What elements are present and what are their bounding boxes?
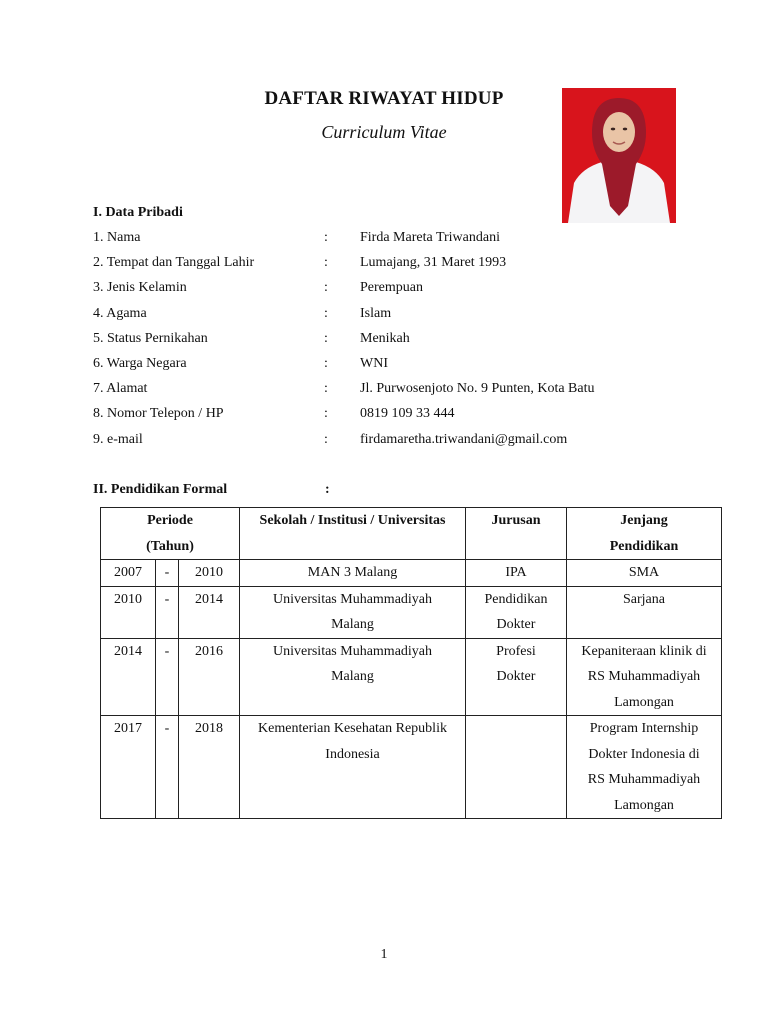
level-cell bbox=[567, 586, 722, 638]
page-number: 1 bbox=[380, 947, 388, 962]
field-label: 4. Agama bbox=[93, 305, 147, 321]
education-row bbox=[101, 638, 722, 716]
document-title: DAFTAR RIWAYAT HIDUP bbox=[264, 88, 504, 109]
school-cell-line: Universitas Muhammadiyah bbox=[272, 643, 433, 659]
field-value: Islam bbox=[360, 305, 392, 321]
period-start-cell: 2010 bbox=[101, 586, 156, 638]
field-separator: : bbox=[324, 431, 328, 447]
personal-data-heading: I. Data Pribadi bbox=[93, 205, 183, 220]
field-label: 6. Warga Negara bbox=[93, 356, 187, 371]
school-cell bbox=[240, 716, 466, 819]
level-cell-line: SMA bbox=[628, 565, 660, 580]
period-dash-cell: - bbox=[156, 560, 179, 587]
period-end-cell: 2010 bbox=[179, 560, 240, 587]
school-cell-line: Kementerian Kesehatan Republik bbox=[258, 721, 447, 736]
personal-data-row bbox=[93, 230, 653, 252]
period-start-cell: 2007 bbox=[101, 560, 156, 587]
period-dash-cell: - bbox=[156, 716, 179, 819]
education-heading-colon: : bbox=[325, 482, 330, 497]
field-separator: : bbox=[324, 280, 328, 296]
period-end-cell: 2018 bbox=[179, 716, 240, 819]
major-cell bbox=[466, 638, 567, 716]
period-dash-cell: - bbox=[156, 586, 179, 638]
field-separator: : bbox=[324, 255, 328, 271]
major-cell bbox=[466, 586, 567, 638]
school-cell-line: Universitas Muhammadiyah bbox=[272, 591, 433, 607]
period-column-header bbox=[101, 508, 240, 560]
major-cell-line: IPA bbox=[505, 565, 527, 580]
major-cell-line: Dokter bbox=[496, 617, 536, 632]
school-cell-line: MAN 3 Malang bbox=[307, 565, 398, 580]
school-cell-line: Malang bbox=[331, 617, 374, 632]
level-header-line1: Jenjang bbox=[620, 513, 668, 528]
field-separator: : bbox=[324, 381, 328, 397]
field-value: Perempuan bbox=[360, 280, 423, 296]
major-cell bbox=[466, 560, 567, 587]
field-value: Firda Mareta Triwandani bbox=[360, 230, 500, 245]
field-separator: : bbox=[324, 230, 328, 245]
education-table bbox=[100, 507, 722, 819]
profile-photo bbox=[562, 88, 676, 223]
school-cell-line: Indonesia bbox=[325, 746, 380, 762]
major-cell-line: Profesi bbox=[496, 643, 536, 659]
level-cell-line: Lamongan bbox=[614, 694, 674, 710]
level-cell bbox=[567, 560, 722, 587]
major-cell-line: Pendidikan bbox=[484, 591, 548, 607]
period-end-cell: 2014 bbox=[179, 586, 240, 638]
field-label: 2. Tempat dan Tanggal Lahir bbox=[93, 255, 255, 271]
document-subtitle: Curriculum Vitae bbox=[321, 122, 447, 142]
major-column-header: Jurusan bbox=[466, 508, 567, 560]
level-column-header bbox=[567, 508, 722, 560]
field-label: 8. Nomor Telepon / HP bbox=[93, 406, 224, 422]
period-header-line1: Periode bbox=[147, 513, 193, 528]
level-cell-line: Dokter Indonesia di bbox=[588, 746, 700, 762]
school-cell bbox=[240, 560, 466, 587]
level-cell-line: Sarjana bbox=[623, 591, 665, 607]
field-label: 1. Nama bbox=[93, 230, 141, 245]
personal-data-row bbox=[93, 280, 653, 302]
personal-data-row bbox=[93, 432, 653, 454]
field-label: 7. Alamat bbox=[93, 381, 148, 397]
field-label: 3. Jenis Kelamin bbox=[93, 280, 187, 296]
school-cell bbox=[240, 586, 466, 638]
personal-data-row bbox=[93, 255, 653, 277]
education-row bbox=[101, 716, 722, 819]
level-cell-line: Lamongan bbox=[614, 797, 674, 813]
level-cell-line: RS Muhammadiyah bbox=[587, 772, 701, 787]
field-value: 0819 109 33 444 bbox=[360, 406, 455, 422]
education-row bbox=[101, 560, 722, 587]
period-dash-cell: - bbox=[156, 638, 179, 716]
field-separator: : bbox=[324, 330, 328, 346]
period-end-cell: 2016 bbox=[179, 638, 240, 716]
field-label: 9. e-mail bbox=[93, 431, 143, 447]
field-value: WNI bbox=[360, 356, 388, 371]
education-table-body bbox=[101, 560, 722, 819]
personal-data-row bbox=[93, 381, 653, 403]
level-cell-line: RS Muhammadiyah bbox=[587, 669, 701, 684]
education-row bbox=[101, 586, 722, 638]
personal-data-row bbox=[93, 306, 653, 328]
major-cell bbox=[466, 716, 567, 819]
education-table-header bbox=[101, 508, 722, 560]
personal-data-row bbox=[93, 331, 653, 353]
level-cell bbox=[567, 638, 722, 716]
field-separator: : bbox=[324, 305, 328, 321]
period-header-line2: (Tahun) bbox=[146, 538, 194, 554]
field-value: Jl. Purwosenjoto No. 9 Punten, Kota Batu bbox=[360, 381, 595, 397]
school-cell-line: Malang bbox=[331, 669, 374, 684]
period-start-cell: 2014 bbox=[101, 638, 156, 716]
major-cell-line: Dokter bbox=[496, 669, 536, 684]
personal-data-row bbox=[93, 406, 653, 428]
level-header-line2: Pendidikan bbox=[609, 538, 679, 554]
field-separator: : bbox=[324, 406, 328, 422]
field-value: firdamaretha.triwandani@gmail.com bbox=[360, 431, 568, 447]
level-cell-line: Kepaniteraan klinik di bbox=[581, 643, 707, 659]
level-cell-line: Program Internship bbox=[589, 721, 699, 736]
personal-data-row bbox=[93, 356, 653, 378]
school-cell bbox=[240, 638, 466, 716]
field-value: Lumajang, 31 Maret 1993 bbox=[360, 255, 507, 271]
education-heading: II. Pendidikan Formal bbox=[93, 482, 228, 497]
field-separator: : bbox=[324, 356, 328, 371]
period-start-cell: 2017 bbox=[101, 716, 156, 819]
field-label: 5. Status Pernikahan bbox=[93, 330, 208, 346]
field-value: Menikah bbox=[360, 330, 410, 346]
level-cell bbox=[567, 716, 722, 819]
school-column-header: Sekolah / Institusi / Universitas bbox=[240, 508, 466, 560]
